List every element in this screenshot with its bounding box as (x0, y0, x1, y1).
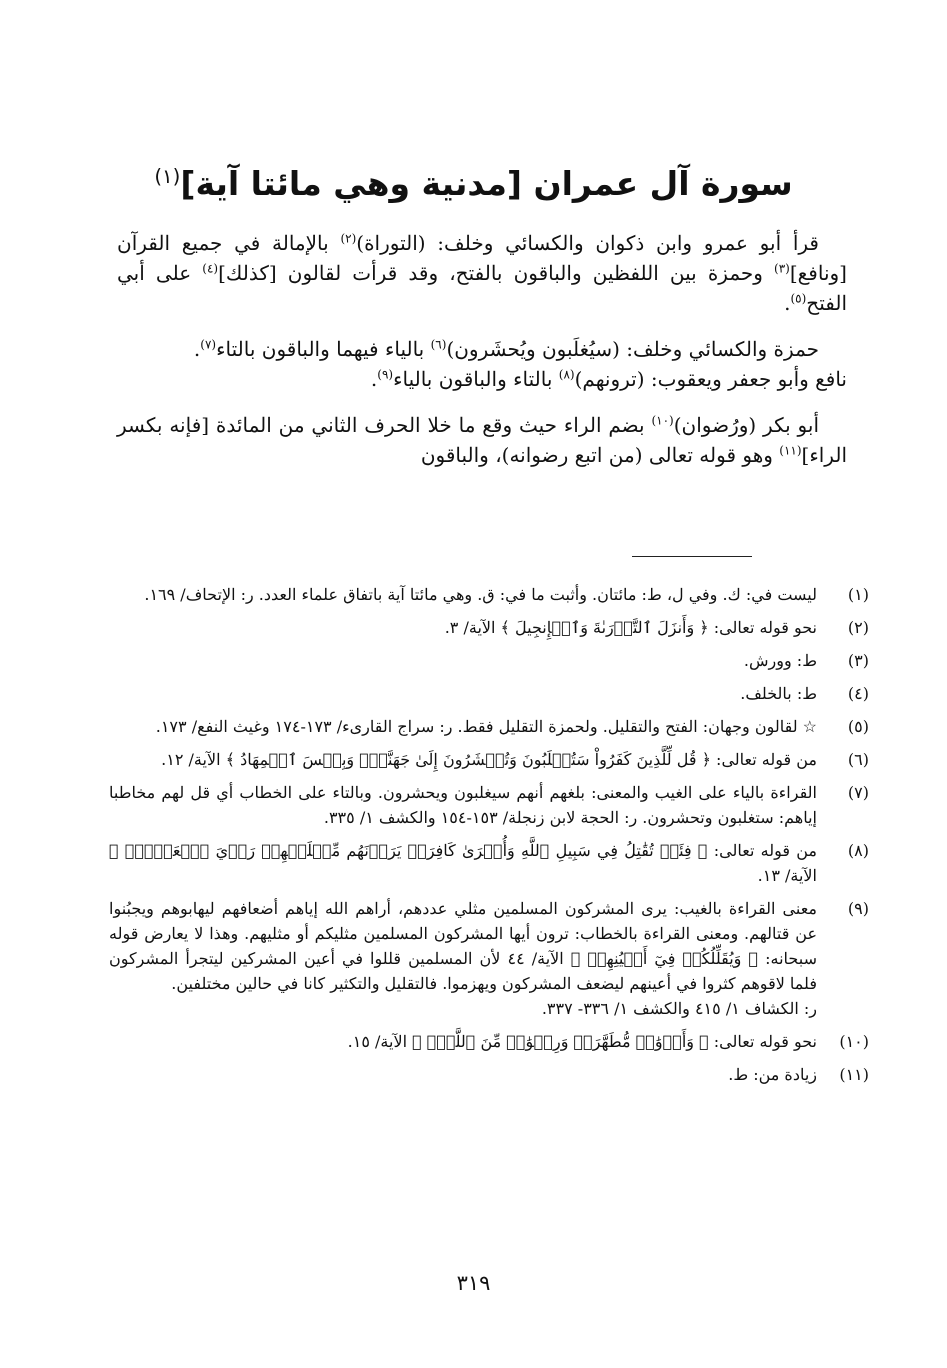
footnote-number: (٣) (847, 651, 869, 670)
text-run: بضم الراء حيث وقع ما خلا الحرف الثاني من المائدة [فإنه بكسر الراء] (117, 413, 847, 467)
footnote (109, 648, 869, 673)
footnote-ref: (٢) (340, 231, 357, 246)
footnote-text (109, 838, 817, 888)
footnote-ref: (٧) (200, 337, 217, 352)
text-run: بالتاء والباقون بالياء (393, 367, 559, 391)
footnote-line: ط: بالخلف. (740, 684, 817, 703)
footnote-ref: (٤) (202, 261, 219, 276)
footnote-line: من قوله تعالى: ﴿ فِئَةٞ تُقَٰتِلُ فِي سَبِيلِ ٱللَّهِ وَأُخۡرَىٰ كَافِرَةٞ يَرَوۡنَهُم مِّثۡلَيۡهِمۡ رَأۡيَ ٱلۡعَيۡنِۚ ﴾ الآية/ ١٣. (109, 841, 817, 885)
footnote-number: (١١) (839, 1065, 869, 1084)
footnote-number: (٨) (847, 841, 869, 860)
footnote-number: (١٠) (839, 1032, 869, 1051)
paragraph (117, 228, 847, 318)
footnote-ref: (٨) (558, 367, 575, 382)
text-run: وهو قوله تعالى (من اتبع رضوانه)، والباقون (420, 443, 780, 467)
footnote-ref: (٣) (774, 261, 790, 276)
footnote-line: زيادة من: ط. (728, 1065, 817, 1084)
footnote-line: ر: الكشاف ١/ ٤١٥ والكشف ١/ ٣٣٦- ٣٣٧. (541, 999, 817, 1018)
footnote-text (109, 780, 817, 830)
footnote-number: (٦) (847, 750, 869, 769)
surah-title-text: سورة آل عمران [مدنية وهي مائتا آية] (180, 164, 793, 203)
text-run: نافع وأبو جعفر ويعقوب: (ترونهم) (574, 367, 847, 391)
footnote-ref: (٩) (377, 367, 394, 382)
footnote-line: نحو قوله تعالى: ﴿ وَأَزۡوَٰجٞ مُّطَهَّرَةٞ وَرِضۡوَٰنٞ مِّنَ ٱللَّهِۗ ﴾ الآية/ ١٥. (347, 1032, 817, 1051)
page-number: ٣١٩ (456, 1271, 491, 1295)
footnote (109, 681, 869, 706)
footnote-ref: (٦) (430, 337, 447, 352)
main-text (117, 228, 847, 486)
footnote (109, 780, 869, 830)
footnote-number: (٤) (847, 684, 869, 703)
paragraph (117, 410, 847, 470)
footnote-line: ☆ لقالون وجهان: الفتح والتقليل. ولحمزة التقليل فقط. ر: سراج القارىء/ ١٧٣-١٧٤ وغيث النفع/ ١٧٣. (155, 717, 817, 736)
footnote-text (109, 747, 817, 772)
footnote-text (109, 896, 817, 1021)
footnote-text (109, 615, 817, 640)
footnote-text (109, 582, 817, 607)
footnote-number: (١) (847, 585, 869, 604)
footnote-line: ط: وورش. (743, 651, 817, 670)
footnote-number: (٧) (847, 783, 869, 802)
text-run: حمزة والكسائي وخلف: (سيُغلَبون ويُحشَرون) (446, 337, 819, 361)
footnotes (109, 582, 869, 1095)
footnote (109, 1062, 869, 1087)
text-run: . (370, 367, 378, 391)
footnote-text (109, 1029, 817, 1054)
footnote (109, 896, 869, 1021)
text-run: بالإمالة في جميع القرآن [ونافع] (117, 231, 847, 285)
footnote-number: (٩) (847, 899, 869, 918)
footnote-ref: (١١) (779, 443, 802, 458)
footnote-number: (٥) (847, 717, 869, 736)
footnote (109, 1029, 869, 1054)
text-run: على أبي الفتح (117, 261, 847, 315)
footnote-line: نحو قوله تعالى: ﴿ وَأَنزَلَ ٱلتَّوۡرَىٰةَ وَٱلۡإِنجِيلَ ﴾ الآية/ ٣. (444, 618, 817, 637)
text-run: . (193, 337, 201, 361)
footnote-line: من قوله تعالى: ﴿ قُل لِّلَّذِينَ كَفَرُواْ سَتُغۡلَبُونَ وَتُحۡشَرُونَ إِلَىٰ جَهَنَّمَۖ وَبِئۡسَ ٱلۡمِهَادُ ﴾ الآية/ ١٢. (161, 750, 817, 769)
footnote (109, 714, 869, 739)
footnote (109, 615, 869, 640)
footnote-number: (٢) (847, 618, 869, 637)
surah-title (0, 160, 947, 208)
footnote-ref: (١٠) (651, 413, 674, 428)
footnote-line: ليست في: ك. وفي ل، ط: مائتان. وأثبت ما في: ق. وهي مائتا آية باتفاق علماء العدد. ر: الإتحاف/ ١٦٩. (144, 585, 817, 604)
footnote-text (109, 681, 817, 706)
paragraph (117, 364, 847, 394)
footnote-divider (632, 556, 752, 557)
text-run: وحمزة بين اللفظين والباقون بالفتح، وقد قرأت لقالون [كذلك] (218, 261, 775, 285)
footnote (109, 838, 869, 888)
footnote-text (109, 1062, 817, 1087)
footnote (109, 582, 869, 607)
text-run: . (784, 291, 791, 315)
footnote-ref: (٥) (790, 291, 807, 306)
footnote-line: معنى القراءة بالغيب: يرى المشركون المسلمين مثلي عددهم، أراهم الله إياهم أضعافهم ليهابوهم ويجبُنوا عن قتالهم. ومعنى القراءة بالخطاب: ترون أيها المشركون المسلمين مثليكم أو مثليهم. وهذا لا يعارض قوله سبحانه: ﴿ وَيُقَلِّلُكُمۡ فِيٓ أَعۡيُنِهِمۡ ﴾ الآية/ ٤٤ لأن المسلمين قللوا في أعين المشركين ليتجرأ المشركون فلما لاقوهم كثروا في أعينهم ليضعف المشركون ويهزموا. فالتقليل والتكثير كانا في حالين مختلفين. (109, 899, 817, 993)
footnote-ref: (١) (154, 165, 181, 188)
footnote (109, 747, 869, 772)
footnote-text (109, 648, 817, 673)
text-run: بالياء فيهما والباقون بالتاء (216, 337, 431, 361)
text-run: أبو بكر (ورُضوان) (673, 413, 820, 437)
text-run: قرأ أبو عمرو وابن ذكوان والكسائي وخلف: (التوراة) (356, 231, 819, 255)
footnote-line: القراءة بالياء على الغيب والمعنى: بلغهم أنهم سيغلبون ويحشرون. وبالتاء على الخطاب أي قل لهم مخاطبا إياهم: ستغلبون وتحشرون. ر: الحجة لابن زنجلة/ ١٥٣-١٥٤ والكشف ١/ ٣٣٥. (109, 783, 817, 827)
paragraph (117, 334, 847, 364)
footnote-text (109, 714, 817, 739)
